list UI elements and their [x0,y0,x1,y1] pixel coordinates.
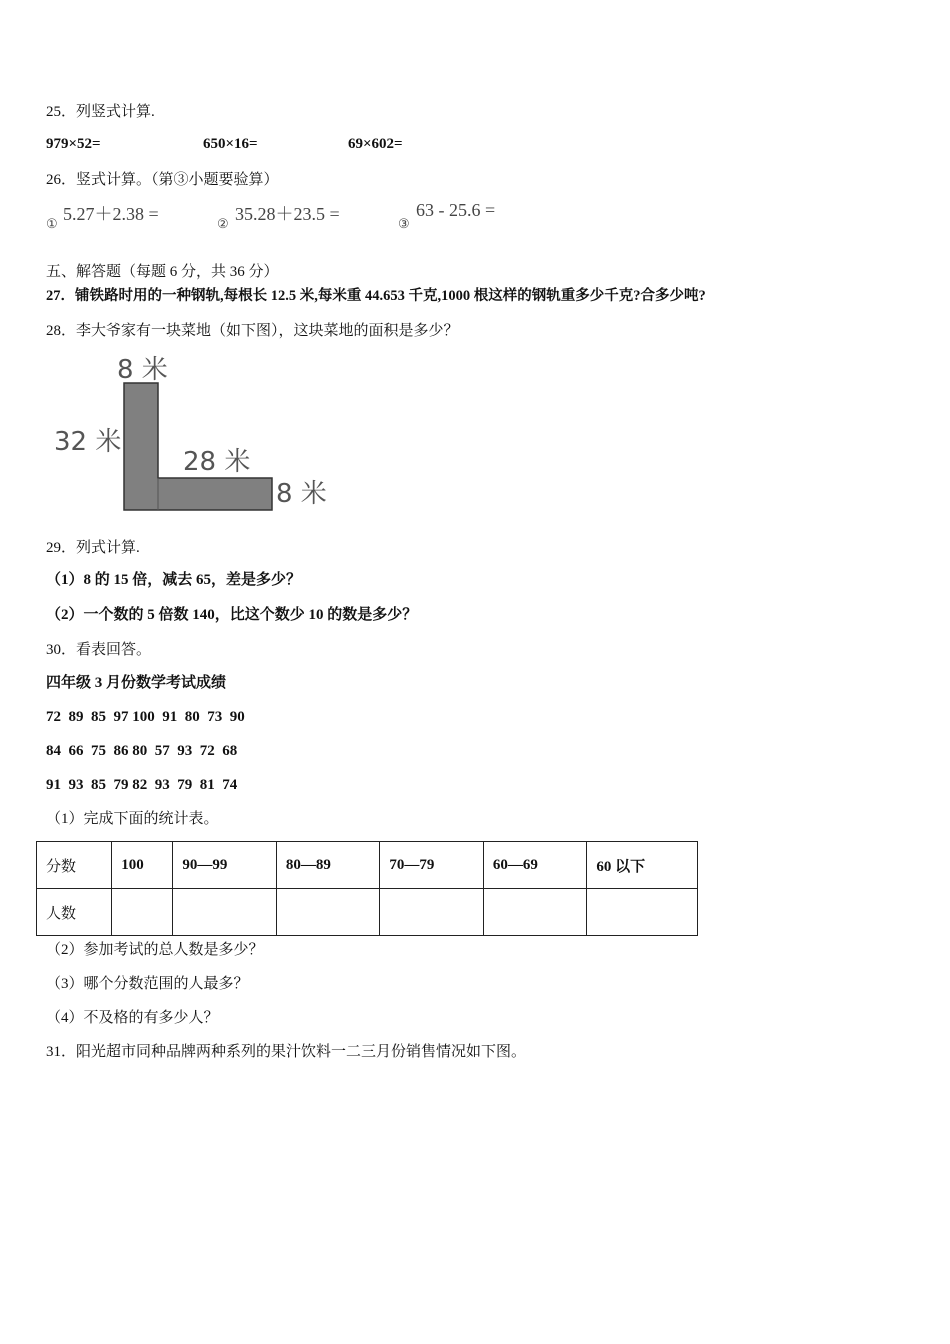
l-shaped-plot-figure [50,350,350,520]
score-row-3: 91 93 85 79 82 93 79 81 74 [46,777,238,793]
table-cell-input[interactable] [173,889,276,936]
stats-table [36,841,698,936]
q26-expr-2: 35.28＋23.5 = [235,204,340,224]
table-cell: 分数 [37,842,112,889]
q26-title: 26．竖式计算。（第③小题要验算） [46,172,279,188]
q25-item-1: 979×52= [46,136,101,152]
q25-title: 25．列竖式计算. [46,104,155,120]
table-cell-input[interactable] [587,889,698,936]
q29-part-1: （1）8 的 15 倍，减去 65，差是多少？ [46,572,302,588]
section-heading: 五、解答题（每题 6 分，共 36 分） [46,264,279,280]
table-cell: 人数 [37,889,112,936]
table-row [37,889,698,936]
q29-title: 29．列式计算. [46,540,140,556]
table-cell: 60 以下 [587,842,698,889]
q30-subtitle: 四年级 3 月份数学考试成绩 [46,675,227,691]
table-cell: 80—89 [276,842,379,889]
q25-item-3: 69×602= [348,136,403,152]
label-right-height: 8 米 [276,479,327,509]
q25-item-2: 650×16= [203,136,258,152]
table-cell: 90—99 [173,842,276,889]
label-bottom-length: 28 米 [183,447,251,477]
score-row-2: 84 66 75 86 80 57 93 72 68 [46,743,238,759]
q27-text: 27．铺铁路时用的一种钢轨,每根长 12.5 米,每米重 44.653 千克,1000 根这样的钢轨重多少千克?合多少吨? [46,288,706,304]
q31-text: 31．阳光超市同种品牌两种系列的果汁饮料一二三月份销售情况如下图。 [46,1044,527,1060]
table-cell-input[interactable] [112,889,173,936]
table-cell: 70—79 [380,842,483,889]
q26-expr-1: 5.27＋2.38 = [63,204,159,224]
q30-part-4: （4）不及格的有多少人？ [46,1010,219,1026]
table-cell-input[interactable] [483,889,586,936]
table-cell: 60—69 [483,842,586,889]
q26-mark-1: ① [46,216,58,231]
q28-title: 28．李大爷家有一块菜地（如下图），这块菜地的面积是多少？ [46,323,459,339]
q30-title: 30．看表回答。 [46,642,152,658]
label-left-height: 32 米 [54,427,122,457]
score-row-1: 72 89 85 97 100 91 80 73 90 [46,709,245,725]
table-cell-input[interactable] [276,889,379,936]
q30-part-3: （3）哪个分数范围的人最多？ [46,976,249,992]
label-top-width: 8 米 [117,355,168,385]
table-cell: 100 [112,842,173,889]
q26-expr-3: 63 - 25.6 = [416,200,496,220]
q29-part-2: （2）一个数的 5 倍数 140，比这个数少 10 的数是多少？ [46,607,418,623]
q26-mark-2: ② [217,216,229,231]
q26-mark-3: ③ [398,216,410,231]
q30-part-2: （2）参加考试的总人数是多少？ [46,942,264,958]
table-cell-input[interactable] [380,889,483,936]
table-row [37,842,698,889]
q30-part-1: （1）完成下面的统计表。 [46,811,219,827]
